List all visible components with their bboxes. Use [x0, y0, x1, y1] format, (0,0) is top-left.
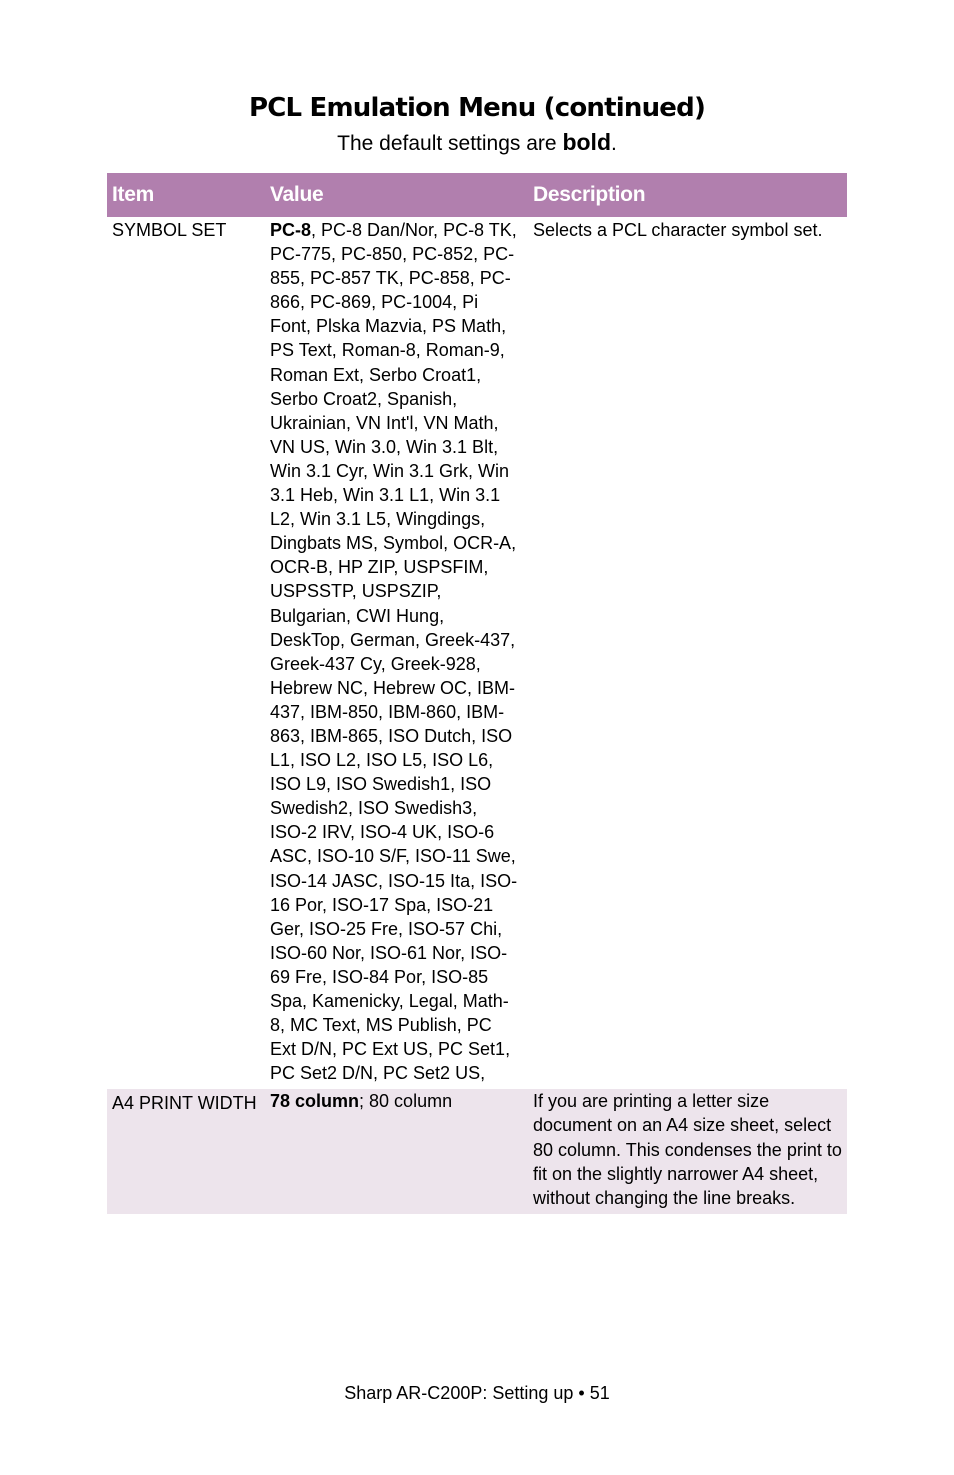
- settings-table: [107, 173, 847, 1214]
- other-values: , PC-8 Dan/Nor, PC-8 TK, PC-775, PC-850, PC-852, PC-855, PC-857 TK, PC-858, PC-866, PC-869, PC-1004, Pi Font, Plska Mazvia, PS Math, PS Text, Roman-8, Roman-9, Roman Ext, Serbo Croat1, Serbo Croat2, Spanish, Ukrainian, VN Int'l, VN Math, VN US, Win 3.0, Win 3.1 Blt, Win 3.1 Cyr, Win 3.1 Grk, Win 3.1 Heb, Win 3.1 L1, Win 3.1 L2, Win 3.1 L5, Wingdings, Dingbats MS, Symbol, OCR-A, OCR-B, HP ZIP, USPSFIM, USPSSTP, USPSZIP, Bulgarian, CWI Hung, DeskTop, German, Greek-437, Greek-437 Cy, Greek-928, Hebrew NC, Hebrew OC, IBM-437, IBM-850, IBM-860, IBM-863, IBM-865, ISO Dutch, ISO L1, ISO L2, ISO L5, ISO L6, ISO L9, ISO Swedish1, ISO Swedish2, ISO Swedish3, ISO-2 IRV, ISO-4 UK, ISO-6 ASC, ISO-10 S/F, ISO-11 Swe, ISO-14 JASC, ISO-15 Ita, ISO-16 Por, ISO-17 Spa, ISO-21 Ger, ISO-25 Fre, ISO-57 Chi, ISO-60 Nor, ISO-61 Nor, ISO-69 Fre, ISO-84 Por, ISO-85 Spa, Kamenicky, Legal, Math-8, MC Text, MS Publish, PC Ext D/N, PC Ext US, PC Set1, PC Set2 D/N, PC Set2 US,: [270, 220, 518, 1084]
- value-cell: [265, 1089, 528, 1213]
- page-footer: Sharp AR-C200P: Setting up • 51: [344, 1383, 610, 1403]
- page-subtitle: [0, 127, 954, 159]
- default-value: 78 column: [270, 1091, 360, 1112]
- column-header-description: Description: [528, 173, 847, 217]
- table-header-row: [107, 173, 847, 217]
- description-cell: If you are printing a letter size document on an A4 size sheet, select 80 column. This condenses the print to fit on the slightly narrower A4 sheet, without changing the line breaks.: [528, 1089, 847, 1213]
- subtitle-prefix: The default settings are: [337, 132, 563, 155]
- item-cell: SYMBOL SET: [112, 220, 227, 240]
- value-cell: [265, 217, 528, 1089]
- subtitle-bold-word: bold: [562, 129, 611, 155]
- page-title: PCL Emulation Menu (continued): [248, 93, 706, 123]
- column-header-item: Item: [107, 173, 265, 217]
- table-row: [107, 1089, 847, 1213]
- other-values: ; 80 column: [359, 1091, 453, 1112]
- default-value: PC-8: [270, 220, 312, 240]
- subtitle-suffix: .: [611, 132, 617, 155]
- table-row: [107, 217, 847, 1089]
- column-header-value: Value: [265, 173, 528, 217]
- item-cell: A4 PRINT WIDTH: [107, 1089, 265, 1213]
- description-cell: Selects a PCL character symbol set.: [533, 220, 823, 240]
